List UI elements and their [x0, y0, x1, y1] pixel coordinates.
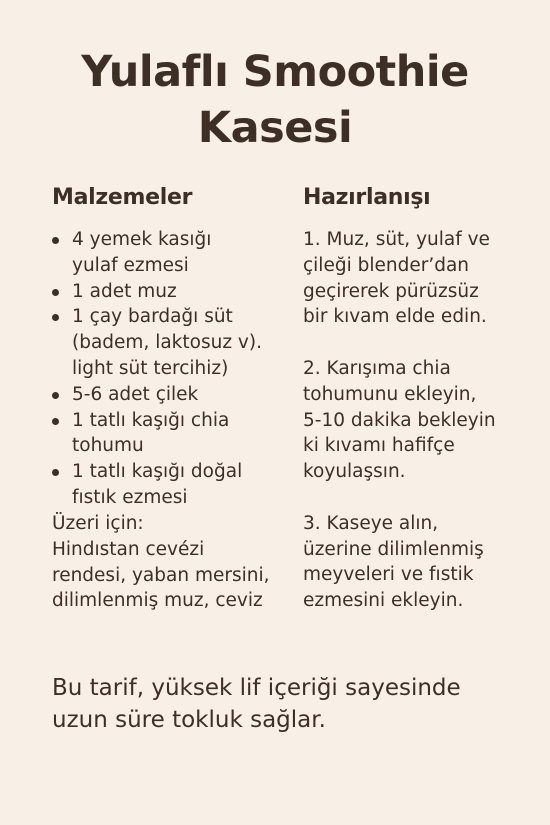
ingredient-text: 4 yemek kasığı	[72, 229, 212, 250]
footer-note	[52, 672, 512, 736]
bullet-icon	[52, 289, 59, 296]
bullet-icon	[52, 469, 59, 476]
step-text: 3. Kaseye alın,	[303, 512, 439, 534]
preparation-step	[303, 511, 533, 614]
step-text: 2. Karışıma chia	[303, 357, 451, 379]
ingredient-text: 1 adet muz	[72, 280, 177, 302]
ingredient-item	[52, 279, 292, 305]
ingredient-item	[52, 408, 292, 460]
ingredient-text: 1 tatlı kaşığı doğal	[72, 461, 243, 483]
step-text: bir kıvam elde edin.	[303, 306, 487, 328]
step-text: geçirerek pürüzsüz	[303, 280, 479, 302]
ingredient-text: yulaf ezmesi	[72, 254, 189, 276]
ingredient-item	[52, 382, 292, 408]
topping-label: Üzeri için:	[52, 513, 144, 534]
step-text: ki kıvamı hafifçe	[303, 435, 455, 457]
bullet-icon	[52, 237, 59, 244]
ingredients-heading: Malzemeler	[52, 185, 193, 210]
preparation-steps	[303, 227, 533, 640]
ingredient-item	[52, 227, 292, 279]
topping-section	[52, 511, 292, 614]
ingredient-text: light süt tercihiz)	[72, 357, 229, 379]
step-text: meyveleri ve fıstik	[303, 564, 474, 586]
ingredients-list	[52, 227, 292, 511]
step-text: koyulaşsın.	[303, 461, 406, 483]
ingredient-text: (badem, laktosuz v).	[72, 332, 262, 354]
ingredient-item	[52, 459, 292, 511]
preparation-heading: Hazırlanışı	[303, 185, 431, 210]
bullet-icon	[52, 314, 59, 321]
preparation-step	[303, 227, 533, 330]
footer-text: uzun süre tokluk sağlar.	[52, 707, 326, 733]
recipe-title-line: Kasesi	[197, 103, 353, 153]
step-text: üzerine dilimlenmiş	[303, 538, 484, 560]
ingredient-text: 1 tatlı kaşığı chia	[72, 409, 230, 431]
step-text: 5-10 dakika bekleyin	[303, 409, 496, 431]
topping-text: Hindıstan cevézi	[52, 538, 205, 560]
ingredient-text: 5-6 adet çilek	[72, 383, 199, 405]
step-text: çileği blender’dan	[303, 254, 470, 276]
footer-text: Bu tarif, yüksek lif içeriği sayesinde	[52, 675, 461, 701]
bullet-icon	[52, 418, 59, 425]
ingredient-item	[52, 304, 292, 381]
preparation-step	[303, 356, 533, 485]
topping-text: dilimlenmiş muz, ceviz	[52, 590, 263, 612]
recipe-title	[0, 44, 550, 156]
step-text: 1. Muz, süt, yulaf ve	[303, 229, 490, 250]
recipe-title-line: Yulaflı Smoothie	[81, 47, 469, 97]
bullet-icon	[52, 392, 59, 399]
step-text: ezmesini ekleyin.	[303, 590, 464, 612]
ingredient-text: 1 çay bardağı süt	[72, 306, 233, 328]
topping-text: rendesi, yaban mersini,	[52, 564, 270, 586]
ingredient-text: fıstık ezmesi	[72, 486, 188, 508]
ingredient-text: tohumu	[72, 435, 144, 457]
step-text: tohumunu ekleyin,	[303, 383, 477, 405]
